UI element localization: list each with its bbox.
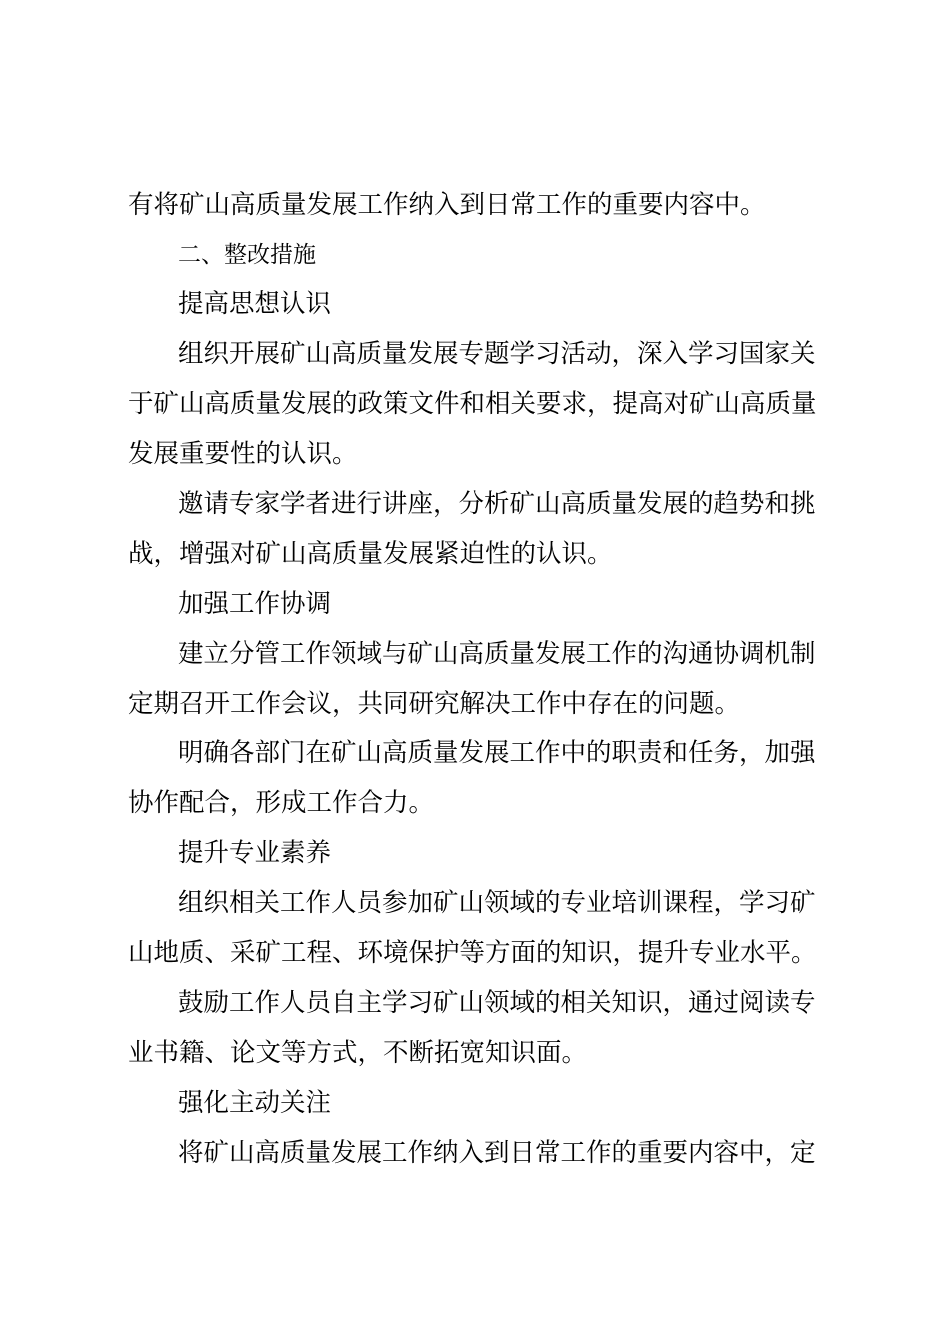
- paragraph-line: 战，增强对矿山高质量发展紧迫性的认识。: [128, 539, 613, 569]
- paragraph-line: 鼓励工作人员自主学习矿山领域的相关知识，通过阅读专: [178, 988, 816, 1018]
- paragraph-line: 将矿山高质量发展工作纳入到日常工作的重要内容中，定: [178, 1138, 816, 1168]
- subsection-heading: 强化主动关注: [178, 1088, 332, 1118]
- paragraph-line: 定期召开工作会议，共同研究解决工作中存在的问题。: [128, 689, 741, 719]
- paragraph-line: 有将矿山高质量发展工作纳入到日常工作的重要内容中。: [128, 190, 766, 220]
- paragraph-line: 山地质、采矿工程、环境保护等方面的知识，提升专业水平。: [128, 938, 817, 968]
- paragraph-line: 于矿山高质量发展的政策文件和相关要求，提高对矿山高质量: [128, 389, 817, 419]
- paragraph-line: 建立分管工作领域与矿山高质量发展工作的沟通协调机制: [178, 639, 816, 669]
- subsection-heading: 提升专业素养: [178, 838, 332, 868]
- subsection-heading: 加强工作协调: [178, 589, 332, 619]
- subsection-heading: 提高思想认识: [178, 289, 332, 319]
- section-heading: 二、整改措施: [178, 242, 316, 268]
- paragraph-line: 组织开展矿山高质量发展专题学习活动，深入学习国家关: [178, 339, 816, 369]
- paragraph-line: 发展重要性的认识。: [128, 439, 358, 469]
- paragraph-line: 明确各部门在矿山高质量发展工作中的职责和任务，加强: [178, 738, 816, 768]
- paragraph-line: 协作配合，形成工作合力。: [128, 788, 435, 818]
- paragraph-line: 业书籍、论文等方式，不断拓宽知识面。: [128, 1038, 588, 1068]
- paragraph-line: 组织相关工作人员参加矿山领域的专业培训课程，学习矿: [178, 888, 816, 918]
- paragraph-line: 邀请专家学者进行讲座，分析矿山高质量发展的趋势和挑: [178, 489, 816, 519]
